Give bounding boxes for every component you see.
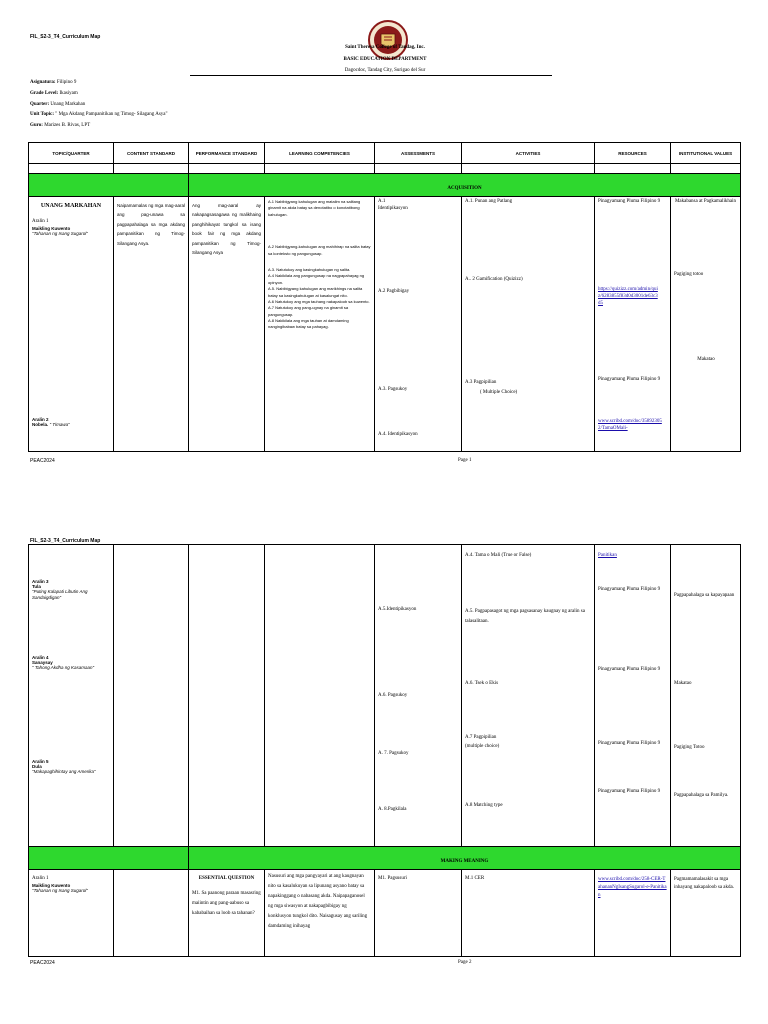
meta-label: Guro: [30,123,43,128]
page-number: Page 1 [458,458,472,463]
assessment-item: A.5.Identipikasyon [378,607,417,612]
table-row [29,870,741,957]
doc-code: FIL_S2-3_T4_Curriculum Map [30,34,101,40]
resource-item: Pinagyamang Pluma Filipino 9 [598,789,661,794]
aralin-label: Aralin 2 [32,417,49,422]
meta-value: Filipino 9 [56,80,77,85]
resources-cell [595,545,671,847]
table-row [29,545,741,847]
col-header: PERFORMANCE STANDARD [189,143,265,164]
section-acquisition: ACQUISITION [447,186,482,191]
meta-value: " Mga Akdang Pampanitikan ng Timog- Silagang Asya" [55,112,168,118]
assessments-cell [375,870,462,957]
activity-item: ( Multiple Choice) [480,390,518,395]
school-name: Saint Theresa College of Tandag, Inc. [345,45,425,50]
competency-item: A.6 Natutukoy ang mga tauhang nakapaloob sa kuwento. [268,298,370,304]
col-header: ACTIVITIES [462,143,595,164]
topic-cell [29,545,114,847]
meta-value: Unang Markahan [50,101,86,107]
assessment-item: A. 7. Pagsukoy [378,751,409,756]
value-item: Makatao [674,681,692,686]
performance-standard-cell [189,197,265,452]
aralin-label: Aralin 3 [32,579,49,584]
quarter-title: UNANG MARKAHAN [40,203,102,209]
header-divider [190,75,552,76]
resource-item: Pinagyamang Pluma Filipino 9 [598,667,661,672]
footer-left: PEAC2024 [30,458,55,464]
col-header: ASSESSMENTS [375,143,462,164]
value-item: Makatao [697,357,715,362]
meta-block [30,80,168,130]
resource-item: Pinagyamang Pluma Filipino 9 [598,377,661,382]
spacer-row [29,164,741,174]
values-cell [671,545,741,847]
activities-cell [462,870,595,957]
resource-link[interactable]: Panitikan [598,553,617,558]
aralin-label: Aralin 4 [32,655,49,660]
activity-item: A.3 Pagpipilian [465,380,497,385]
value-item: Pagmamamalasakit sa mga inhayang nakapaloob sa akda. [674,877,734,890]
assessment-item: A.1 Identipikasyon [378,199,408,211]
essential-question-title: ESSENTIAL QUESTION [198,876,255,881]
value-item: Pagpapahalaga sa kapayapaan [674,593,735,598]
meta-label: Unit Topic: [30,112,55,118]
content-standard-text: Naipamamalas ng mga mag-aaral ang pag-unawa sa pagpapahalaga sa mga akdang pampanitikan ng Timog-Silangang Asya. [117,203,185,246]
assessments-cell [375,197,462,452]
assessment-item: A.3. Pagsukoy [378,387,408,392]
activity-item: (multiple choice) [465,744,500,749]
assessment-item: A.4. Identipikasyon [378,432,418,437]
essential-question-cell [189,870,265,957]
value-item: Pagiging totoo [674,272,704,277]
footer-left: PEAC2024 [30,960,55,966]
meta-value: Ikasiyam [59,90,78,96]
values-cell [671,870,741,957]
section-row [29,174,741,197]
resources-cell [595,197,671,452]
resource-item: Pinagyamang Pluma Filipino 9 [598,587,661,592]
meta-label: Quarter: [30,101,50,107]
values-cell [671,197,741,452]
meta-label: Asignatura: [30,80,56,85]
meta-value: Marizes B. Rivas, LPT [44,123,91,128]
activities-cell [462,545,595,847]
content-standard-cell [114,197,189,452]
meta-label: Grade Level: [30,90,59,96]
activity-item: A.7 Pagpipilian [465,735,497,740]
curriculum-table-page1 [28,142,741,452]
activity-item: A.8 Matching type [465,803,503,808]
value-item: Makabansa at Pagkamalikhain [674,199,737,204]
activity-item: A.4. Tama o Mali (True or False) [465,553,532,558]
performance-standard-text: Ang mag-aaral ay nakapagsasagawa ng malikhaing panghihikayat tungkol sa isang book fair ng mga akdang pampanitikan ng Timog- Silangang Asya [192,203,261,256]
content-standard-cell [114,870,189,957]
school-seal-icon [368,20,408,60]
essential-question-text: M1. Sa paanong paraan masasring maiintin ang pang-aabuso sa kababaihan sa loob sa tahanan? [192,891,261,916]
resource-item: Pinagyamang Pluma Filipino 9 [598,199,661,204]
value-item: Pagiging Totoo [674,745,705,750]
competency-item: A.7 Natutukoy ang pang-ugnay na ginamit sa pangungusap. [268,305,349,317]
curriculum-table-page2 [28,544,741,957]
aralin-title: " Timawa" [49,422,70,427]
school-address: Dagocdoc, Tandag City, Surigao del Sur [344,68,426,73]
aralin-title: "Tahanan ng Isang Sugarol" [32,887,88,893]
assessment-item: M1. Pagsusuri [378,876,407,881]
aralin-label: Aralin 1 [32,876,49,881]
col-header: TOPIC/QUARTER [29,143,114,164]
aralin-title: " Tahong Akdha ng Kasamaan" [32,665,95,670]
aralin-type: Maikling Kuwento [32,225,71,231]
aralin-label: Aralin 5 [32,759,49,764]
aralin-label: Aralin 1 [32,219,49,224]
activity-item: A.1. Punan ang Patlang [465,199,513,204]
value-item: Pagpapahalaga sa Pamilya. [674,793,729,798]
aralin-type: Tula [32,584,41,589]
col-header: RESOURCES [595,143,671,164]
resource-link[interactable]: https://quizizz.com/admin/quiz/6283855f83d0d3001de63c3d5 [598,287,658,306]
assessments-cell [375,545,462,847]
activity-item: A.. 2 Gamification (Quizizz) [465,277,523,282]
competencies-cell [265,870,375,957]
section-row [29,847,741,870]
aralin-type: Sanaysay [32,660,53,665]
col-header: CONTENT STANDARD [114,143,189,164]
resources-cell [595,870,671,957]
performance-standard-cell [189,545,265,847]
department-name: BASIC EDUCATION DEPARTMENT [343,57,427,62]
competency-item: A.8 Nakikilala ang mga tauhan at damdaming nangingibabaw batay sa pahayag. [268,318,349,330]
doc-code: FIL_S2-3_T4_Curriculum Map [30,538,101,544]
activity-item: A.6. Tsek o Ekis [465,681,499,686]
activities-cell [462,197,595,452]
competencies-cell [265,545,375,847]
page-number: Page 2 [458,960,472,965]
activity-item: M.1 CER [465,876,485,881]
competency-item: A.3. Natutukoy ang kasingkahulugan ng salita. [268,266,351,272]
competencies-cell [265,197,375,452]
table-row [29,197,741,452]
topic-cell [29,197,114,452]
aralin-type: Nobela. [32,422,49,427]
activity-item: A.5. Pagpapasagot ng mga pagsasanay kaugnay ng aralin sa talasalitaan. [465,609,585,624]
content-standard-cell [114,545,189,847]
col-header: INSTITUTIONAL VALUES [671,143,741,164]
table-header-row [29,143,741,164]
competency-item: A.2 Nabibigyang-kahulugan ang mahihirap na salita batay sa konteksto ng pangungusap. [268,244,371,256]
assessment-item: A.6. Pagsukoy [378,693,408,698]
competency-item: A.4 Nakikilala ang pangungusap na nagpapahayag ng opinyon. [268,273,365,285]
resource-link[interactable]: www.scribd.com/doc/358923052/TamaOMali- [598,419,662,431]
aralin-title: "Makapaghihintay ang Amerika" [32,769,96,774]
resource-link[interactable]: www.scribd.com/doc/258-CER-TahananNgIsangSugarol-e-Panitikan [598,877,667,898]
competency-item: A.5. Nabibigyang kahulugan ang marikhings na salita batay sa kasingkahulugan at kasalungat nito. [268,286,363,298]
assessment-item: A.2 Pagbibigay [378,289,410,294]
competency-item: Nasusuri ang mga pangyayari at ang kaugnayan nito sa kasalukuyan sa lipunang asyano batay sa napakinggang o nabasang akda. Naipapaganosel ng mga siwasyon at nakapagbibigay ng konklusyon tungkol dito. Naisagusay ang sariling damdaming inihayag [268,874,368,929]
topic-cell [29,870,114,957]
resource-item: Pinagyamang Pluma Filipino 9 [598,741,661,746]
section-making-meaning: MAKING MEANING [440,859,489,864]
col-header: LEARNING COMPETENCIES [265,143,375,164]
assessment-item: A. 8.Pagkilala [378,807,407,812]
aralin-type: Dula [32,764,42,769]
aralin-type: Maikling Kuwento [32,882,71,888]
aralin-title: "Puting Kalapati Libutin Ang Sandaigdigan" [32,589,88,601]
aralin-title: "Tahanan ng Isang Sugarol" [32,230,88,236]
competency-item: A.1 Nabibigyang kahulugan ang matalim na salitang ginamit na akda batay sa denotatibo o konotatibong kahulugan. [268,199,361,217]
